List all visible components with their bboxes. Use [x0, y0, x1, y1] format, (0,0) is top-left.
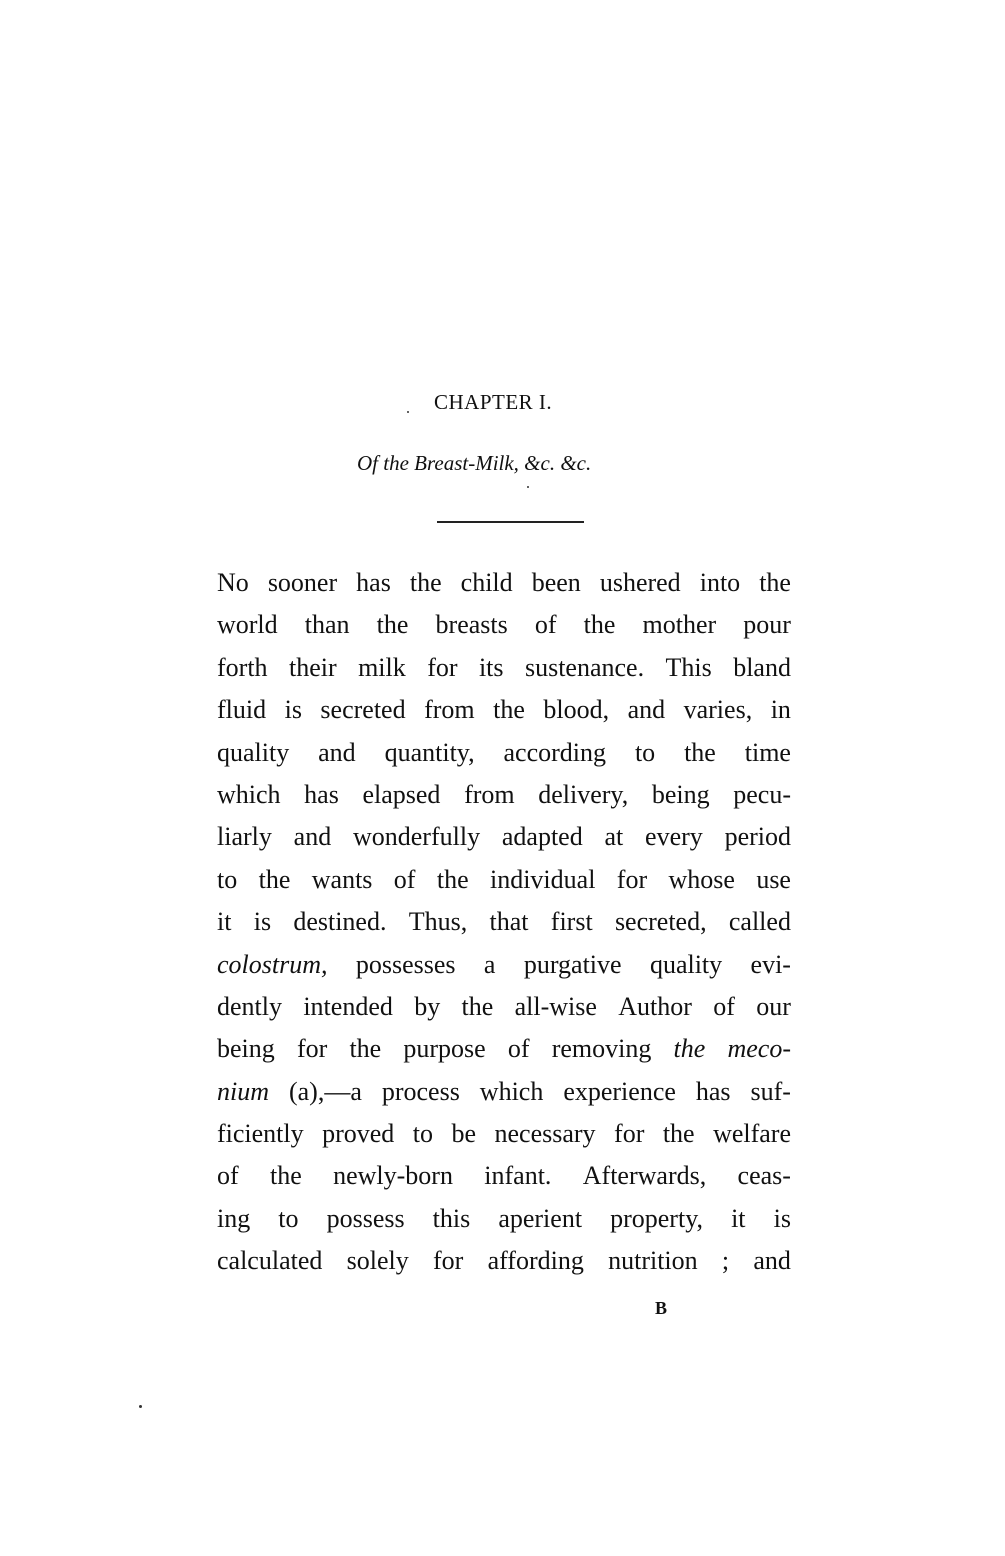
word: fluid: [217, 695, 267, 725]
word: time: [744, 737, 791, 767]
word: destined.: [293, 907, 387, 937]
text-line: [217, 1113, 791, 1155]
word: to: [217, 864, 238, 894]
word: a: [483, 949, 496, 979]
word: the: [662, 1119, 695, 1149]
text-line: [217, 1198, 791, 1240]
word: the: [673, 1034, 706, 1064]
body-paragraph: [217, 562, 791, 1283]
word: this: [432, 1203, 471, 1233]
text-line: [217, 944, 791, 986]
word: the: [436, 864, 469, 894]
word: experience: [563, 1076, 676, 1106]
word: wants: [311, 864, 373, 894]
word: our: [756, 991, 791, 1021]
word: the: [493, 695, 525, 725]
word: process: [381, 1076, 460, 1106]
word: of: [393, 864, 416, 894]
word: the: [258, 864, 291, 894]
word: all-wise: [514, 991, 597, 1021]
word: it: [217, 907, 232, 937]
word: its: [478, 652, 504, 682]
word: This: [665, 652, 712, 682]
word: breasts: [435, 610, 508, 640]
text-line: [217, 1028, 791, 1070]
text-line: [217, 859, 791, 901]
word: of: [217, 1161, 239, 1191]
word: quality: [649, 949, 723, 979]
word: which: [217, 779, 281, 809]
text-line: [217, 774, 791, 816]
word: in: [770, 695, 791, 725]
chapter-heading: CHAPTER I.: [434, 390, 553, 414]
word: has: [695, 1076, 731, 1106]
text-line: [217, 732, 791, 774]
word: which: [479, 1076, 544, 1106]
word: infant.: [484, 1161, 552, 1191]
word: affording: [487, 1246, 584, 1276]
word: at: [604, 822, 624, 852]
word: for: [296, 1034, 328, 1064]
word: child: [460, 568, 513, 597]
word: milk: [358, 652, 406, 682]
word: possesses: [355, 949, 456, 979]
word: period: [724, 822, 791, 852]
word: liarly: [217, 822, 272, 852]
word: quality: [217, 737, 290, 767]
word: possess: [326, 1203, 405, 1233]
text-line: [217, 1071, 791, 1113]
word: to: [278, 1203, 299, 1233]
word: the: [583, 610, 616, 640]
text-line: [217, 604, 791, 646]
word: welfare: [713, 1119, 791, 1149]
text-line: [217, 647, 791, 689]
word: ;: [721, 1246, 730, 1276]
print-speck: [527, 486, 529, 488]
word: necessary: [494, 1119, 596, 1149]
word: be: [451, 1119, 477, 1149]
word: evi-: [750, 949, 791, 979]
word: mother: [642, 610, 717, 640]
word: for: [614, 1119, 645, 1149]
word: the: [461, 991, 494, 1021]
word: is: [253, 907, 272, 937]
word: to: [634, 737, 656, 767]
chapter-subtitle: Of the Breast-Milk, &c. &c.: [357, 451, 592, 475]
word: sustenance.: [524, 652, 645, 682]
word: is: [773, 1203, 791, 1233]
word: Thus,: [408, 907, 468, 937]
word: by: [414, 991, 441, 1021]
word: forth: [217, 652, 268, 682]
word: pecu-: [733, 779, 791, 809]
word: first: [550, 907, 593, 937]
word: and: [753, 1246, 791, 1276]
word: and: [627, 695, 666, 725]
word: and: [318, 737, 356, 767]
word: wonderfully: [352, 822, 481, 852]
word: newly-born: [333, 1161, 453, 1191]
word: delivery,: [538, 779, 629, 809]
text-line: [217, 1240, 791, 1282]
word: bland: [733, 652, 791, 682]
text-line: [217, 816, 791, 858]
word: for: [427, 652, 458, 682]
word: ing: [217, 1203, 251, 1233]
word: sooner: [267, 568, 338, 597]
word: calculated: [217, 1246, 323, 1276]
section-divider: [437, 521, 584, 523]
word: for: [432, 1246, 464, 1276]
print-speck: [407, 411, 409, 413]
word: the: [759, 568, 791, 597]
text-line: [217, 1155, 791, 1197]
word: whose: [668, 864, 735, 894]
word: for: [616, 864, 648, 894]
word: adapted: [501, 822, 583, 852]
word: No: [217, 568, 249, 597]
word: quantity,: [384, 737, 475, 767]
word: the: [349, 1034, 382, 1064]
word: the: [376, 610, 409, 640]
word: purpose: [403, 1034, 486, 1064]
word: purgative: [523, 949, 622, 979]
word: solely: [346, 1246, 409, 1276]
print-speck: [139, 1405, 142, 1408]
word: the: [684, 737, 716, 767]
word: is: [284, 695, 302, 725]
word: blood,: [543, 695, 610, 725]
word: than: [304, 610, 350, 640]
word: being: [651, 779, 710, 809]
word: secreted,: [614, 907, 707, 937]
word: property,: [610, 1203, 704, 1233]
word: called: [728, 907, 791, 937]
text-line: [217, 562, 791, 604]
word: use: [756, 864, 791, 894]
word: (a),—a: [288, 1076, 362, 1106]
word: to: [412, 1119, 434, 1149]
word: pour: [743, 610, 791, 640]
word: elapsed: [362, 779, 441, 809]
word: dently: [217, 991, 282, 1021]
word: suf-: [750, 1076, 791, 1106]
word: varies,: [683, 695, 753, 725]
word: colostrum,: [217, 949, 328, 979]
word: from: [424, 695, 475, 725]
word: world: [217, 610, 278, 640]
word: and: [293, 822, 332, 852]
word: the: [409, 568, 442, 597]
word: being: [217, 1034, 275, 1064]
word: nium: [217, 1076, 269, 1106]
word: according: [503, 737, 607, 767]
text-line: [217, 901, 791, 943]
word: proved: [322, 1119, 395, 1149]
word: has: [356, 568, 391, 597]
word: secreted: [320, 695, 406, 725]
word: ceas-: [737, 1161, 791, 1191]
word: Afterwards,: [582, 1161, 707, 1191]
word: of: [534, 610, 557, 640]
text-line: [217, 986, 791, 1028]
word: of: [713, 991, 735, 1021]
word: their: [288, 652, 337, 682]
word: the: [270, 1161, 302, 1191]
word: it: [731, 1203, 746, 1233]
word: has: [304, 779, 339, 809]
word: intended: [303, 991, 393, 1021]
signature-mark: B: [655, 1298, 668, 1318]
word: been: [531, 568, 581, 597]
word: individual: [489, 864, 596, 894]
word: every: [645, 822, 703, 852]
word: from: [464, 779, 515, 809]
word: that: [489, 907, 529, 937]
text-line: [217, 689, 791, 731]
word: of: [507, 1034, 530, 1064]
word: ficiently: [217, 1119, 304, 1149]
word: removing: [551, 1034, 652, 1064]
word: meco-: [727, 1034, 791, 1064]
word: into: [699, 568, 741, 597]
word: aperient: [498, 1203, 583, 1233]
word: ushered: [599, 568, 681, 597]
word: nutrition: [608, 1246, 698, 1276]
word: Author: [618, 991, 692, 1021]
